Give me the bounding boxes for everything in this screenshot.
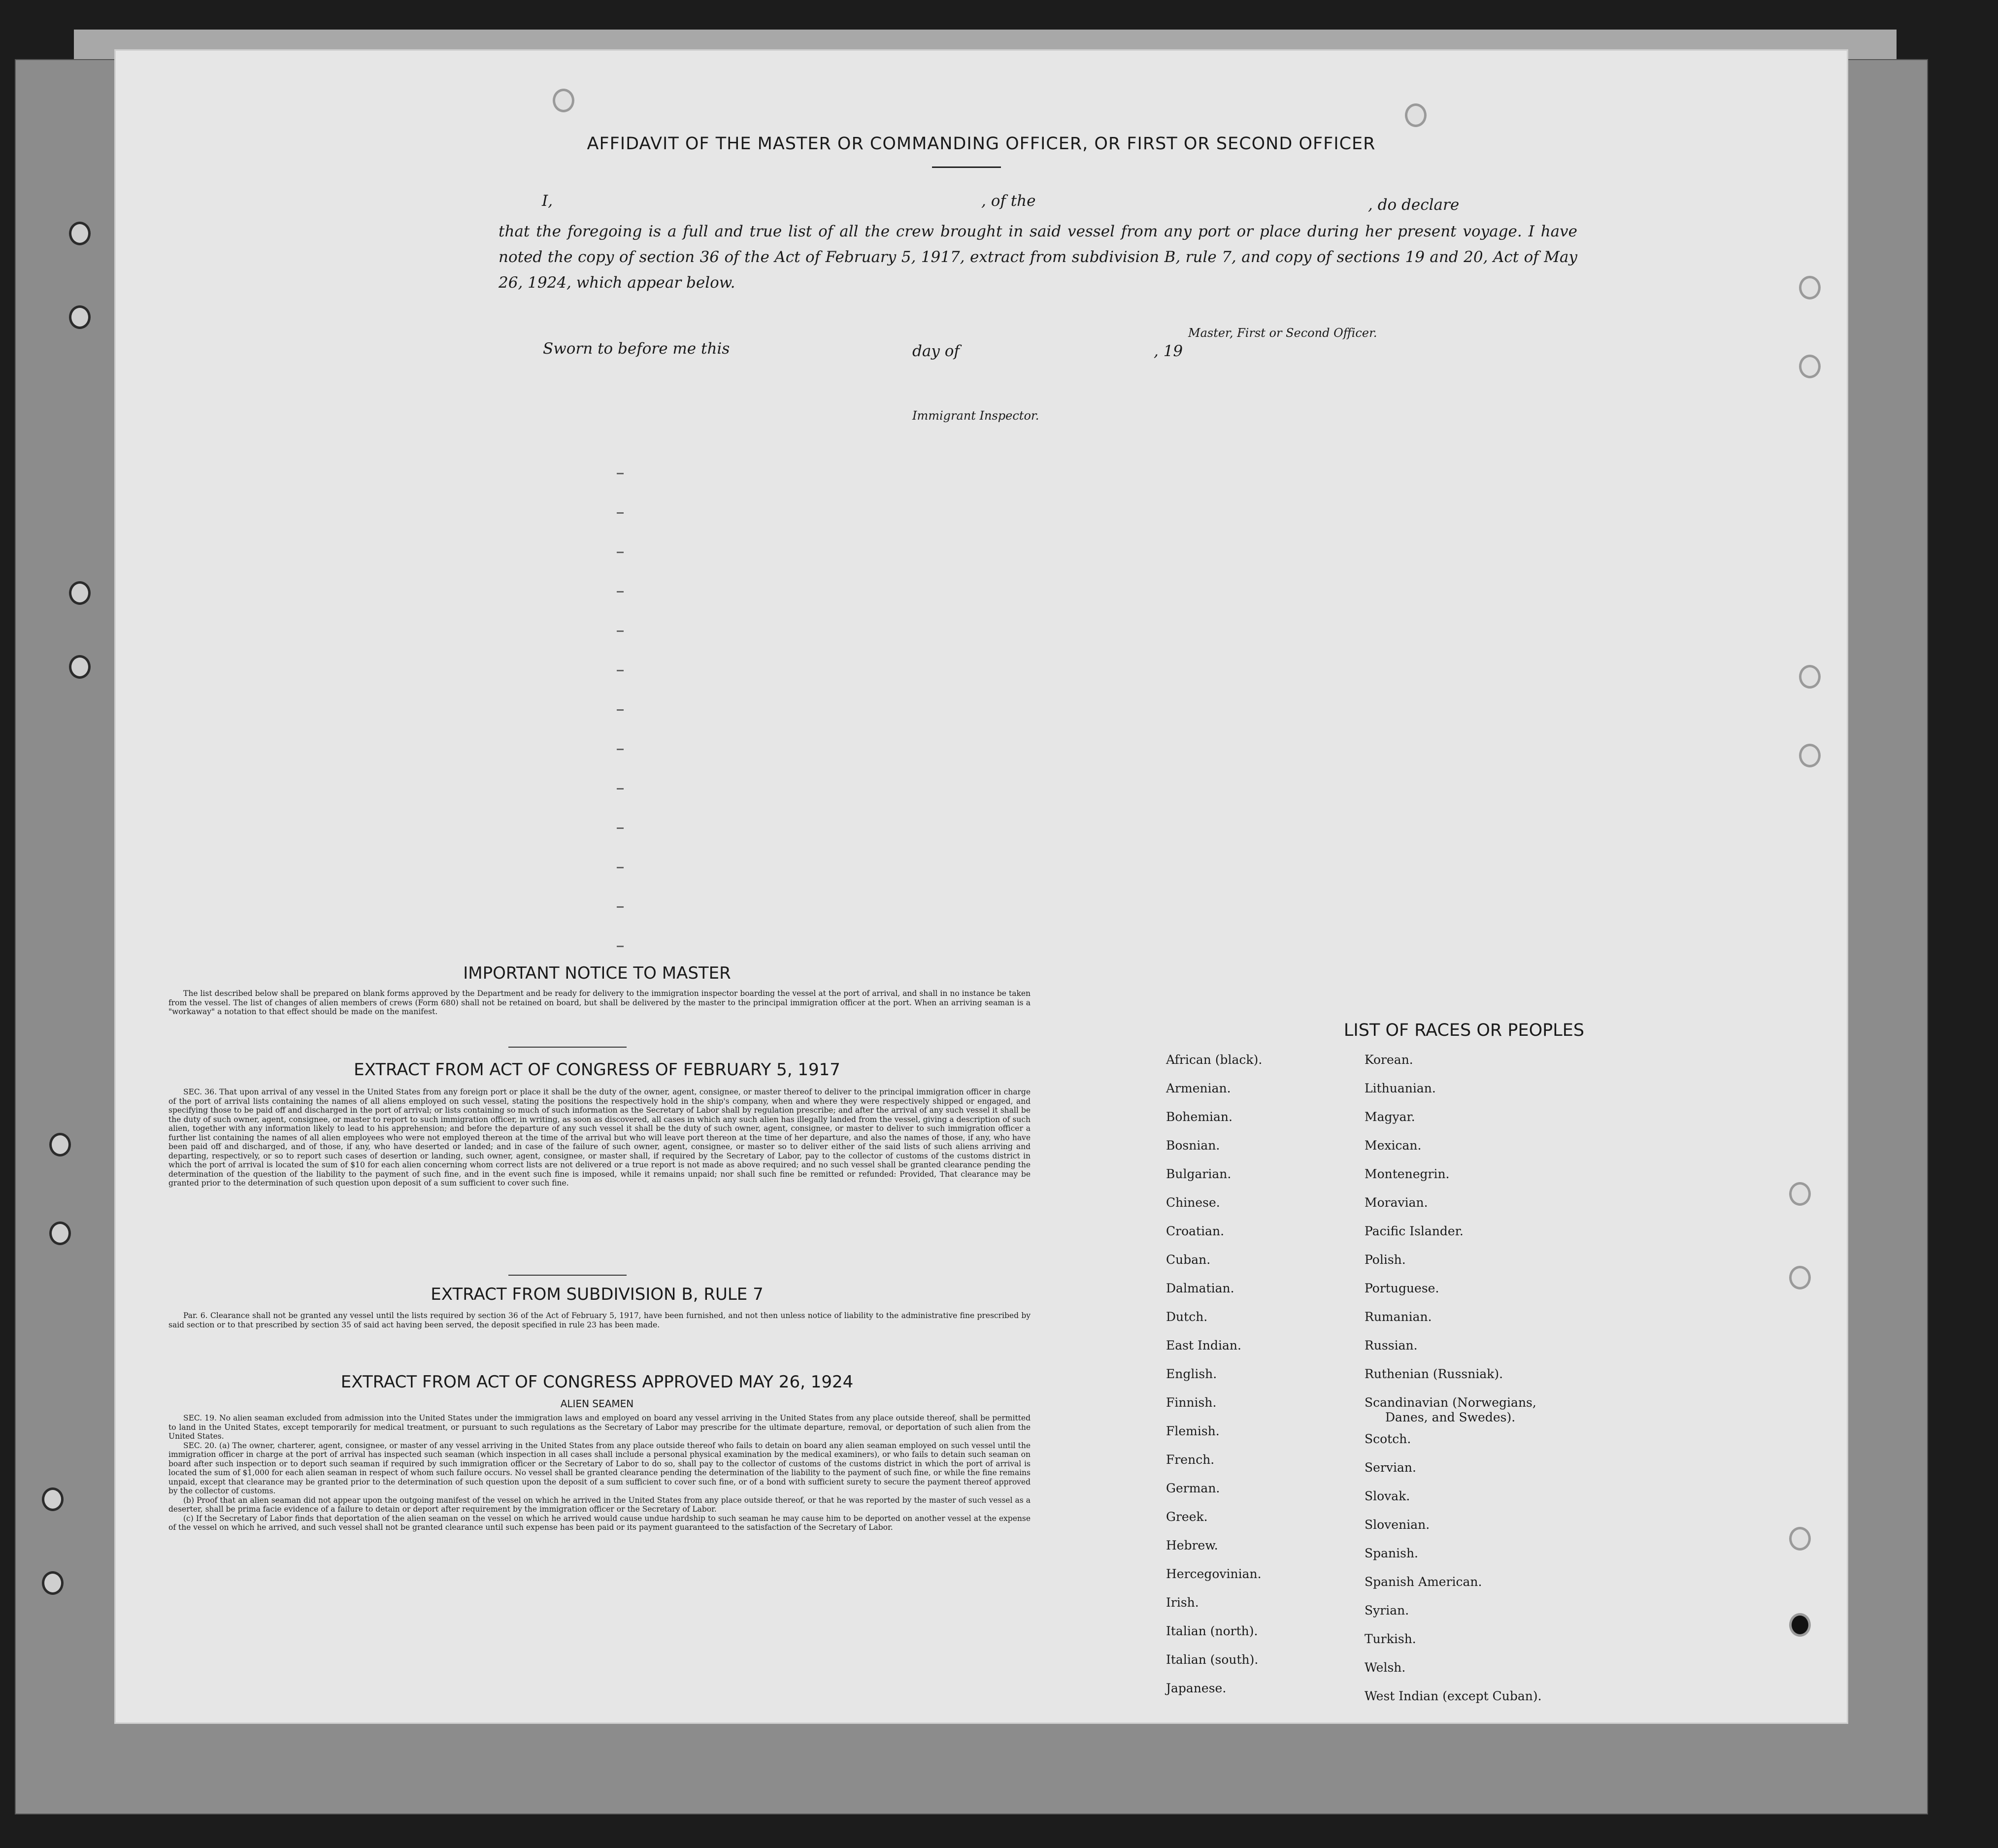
sec-20b-paragraph: (b) Proof that an alien seaman did not appear upon the outgoing manifest of the vessel on which he arrived in the United States from any place outside thereof, or that he was reported by the master of such vessel as a deserter, shall be prima facie evidence of a failure to detain or deport after requirement by the immigration officer or the Secretary of Labor.	[168, 1495, 1031, 1514]
punch-hole	[1799, 744, 1821, 767]
punch-hole	[1789, 1182, 1811, 1206]
divider	[508, 1047, 627, 1048]
race-left: Armenian.	[1166, 1081, 1231, 1095]
races-heading: LIST OF RACES OR PEOPLES	[1343, 1021, 1585, 1040]
notice-heading: IMPORTANT NOTICE TO MASTER	[463, 963, 731, 983]
act-1924-text	[168, 1414, 1031, 1532]
race-left: Italian (north).	[1166, 1624, 1258, 1638]
race-right: Scandinavian (Norwegians,	[1365, 1395, 1536, 1410]
punch-hole	[553, 89, 574, 112]
rule-tick	[617, 749, 624, 750]
rule-tick	[617, 670, 624, 671]
sec-20a-paragraph: SEC. 20. (a) The owner, charterer, agent, consignee, or master of any vessel arriving in the United States from any place outside thereof who fails to detain on board any alien seaman employed on such vessel until the immigration officer in charge at the port of arrival has inspected such seaman (which inspection in all cases shall include a personal physical examination by the medical examiners), or who fails to detain such seaman on board after such inspection or to deport such seaman if required by such immigration officer or the Secretary of Labor to do so, shall pay to the collector of customs of the customs district in which the port of arrival is located the sum of $1,000 for each alien seaman in respect of whom such failure occurs. No vessel shall be granted clearance pending the determination of the liability to the payment of such fine, or while the fine remains unpaid, except that clearance may be granted prior to the determination of such question upon the deposit of a sum sufficient to cover such fine, or of a bond with sufficient surety to secure the payment thereof approved by the collector of customs.	[168, 1441, 1031, 1495]
race-left: Chinese.	[1166, 1195, 1220, 1210]
race-right: Slovenian.	[1365, 1518, 1430, 1532]
race-left: English.	[1166, 1367, 1217, 1381]
race-left: Bulgarian.	[1166, 1167, 1232, 1181]
race-left: African (black).	[1166, 1053, 1263, 1067]
rule-tick	[617, 946, 624, 947]
notice-text	[168, 989, 1031, 1017]
race-right: Spanish American.	[1365, 1575, 1482, 1589]
rule-tick	[617, 867, 624, 868]
binder-hole	[69, 305, 91, 329]
race-right: Lithuanian.	[1365, 1081, 1436, 1095]
rule-7-paragraph: Par. 6. Clearance shall not be granted any vessel until the lists required by section 36 of the Act of February 5, 1917, have been furnished, and not then unless notice of liability to the administrative fine prescribed by said section or to that prescribed by section 35 of said act having been served, the deposit specified in rule 23 has been made.	[168, 1311, 1031, 1329]
divider	[508, 1275, 627, 1276]
sworn-label: Sworn to before me this	[543, 340, 730, 358]
binder-hole	[69, 581, 91, 605]
act-1924-heading: EXTRACT FROM ACT OF CONGRESS APPROVED MAY 26, 1924	[340, 1372, 854, 1392]
master-signature-label: Master, First or Second Officer.	[1188, 326, 1377, 340]
binder-hole	[69, 222, 91, 245]
race-right: Slovak.	[1365, 1489, 1410, 1503]
inspector-label: Immigrant Inspector.	[912, 409, 1039, 423]
race-left: Hebrew.	[1166, 1538, 1218, 1552]
race-left: Italian (south).	[1166, 1652, 1259, 1667]
race-right: Spanish.	[1365, 1546, 1419, 1560]
punch-hole	[1789, 1613, 1811, 1637]
binder-hole	[42, 1571, 64, 1595]
affidavit-do-declare: , do declare	[1368, 196, 1460, 214]
race-left: Croatian.	[1166, 1224, 1225, 1238]
race-left: Dutch.	[1166, 1310, 1208, 1324]
notice-paragraph: The list described below shall be prepared on blank forms approved by the Department and be ready for delivery to the immigration inspector boarding the vessel at the port of arrival, and shall in no instance be taken from the vessel. The list of changes of alien members of crews (Form 680) shall not be retained on board, but shall be delivered by the master to the principal immigration officer at the port. When an arriving seaman is a "workaway" a notation to that effect should be made on the manifest.	[168, 989, 1031, 1016]
race-left: Flemish.	[1166, 1424, 1220, 1438]
punch-hole	[1799, 665, 1821, 689]
race-right: Polish.	[1365, 1253, 1406, 1267]
sec-20c-paragraph: (c) If the Secretary of Labor finds that deportation of the alien seaman on the vessel on which he arrived would cause undue hardship to such seaman he may cause him to be deported on another vessel at the expense of the vessel on which he arrived, and such vessel shall not be granted clearance until such expense has been paid or its payment guaranteed to the satisfaction of the Secretary of Labor.	[168, 1514, 1031, 1532]
punch-hole	[1789, 1266, 1811, 1289]
act-1917-text	[168, 1088, 1031, 1188]
rule-7-heading: EXTRACT FROM SUBDIVISION B, RULE 7	[431, 1285, 764, 1304]
race-left: Irish.	[1166, 1595, 1199, 1610]
race-left: Dalmatian.	[1166, 1281, 1234, 1295]
race-right: Rumanian.	[1365, 1310, 1432, 1324]
race-right: Servian.	[1365, 1460, 1416, 1475]
race-right: Scotch.	[1365, 1432, 1411, 1446]
alien-seamen-subheading: ALIEN SEAMEN	[560, 1398, 634, 1410]
punch-hole	[1799, 355, 1821, 378]
rule-7-text	[168, 1311, 1031, 1329]
race-right: West Indian (except Cuban).	[1365, 1689, 1542, 1703]
race-right: Korean.	[1365, 1053, 1413, 1067]
race-left: East Indian.	[1166, 1338, 1241, 1353]
race-right: Moravian.	[1365, 1195, 1428, 1210]
affidavit-statement: that the foregoing is a full and true list of all the crew brought in said vessel from any port or place during her present voyage. I have noted the copy of section 36 of the Act of February 5, 1917, extract from subdivision B, rule 7, and copy of sections 19 and 20, Act of May 26, 1924, which appear below.	[499, 223, 1577, 292]
race-right: Montenegrin.	[1365, 1167, 1450, 1181]
sec-19-paragraph: SEC. 19. No alien seaman excluded from admission into the United States under the immigration laws and employed on board any vessel arriving in the United States from any place outside thereof, shall be permitted to land in the United States, except temporarily for medical treatment, or pursuant to such regulations as the Secretary of Labor may prescribe for the ultimate departure, removal, or deportation of such alien from the United States.	[168, 1414, 1031, 1441]
punch-hole	[1799, 276, 1821, 299]
binder-hole	[49, 1221, 71, 1245]
race-left: Bohemian.	[1166, 1110, 1232, 1124]
affidavit-of-the: , of the	[981, 192, 1036, 210]
binder-hole	[42, 1487, 64, 1511]
race-right: Mexican.	[1365, 1138, 1422, 1153]
race-right: Portuguese.	[1365, 1281, 1439, 1295]
day-of-label: day of	[912, 342, 960, 360]
rule-tick	[617, 788, 624, 790]
manifest-page	[114, 49, 1848, 1724]
punch-hole	[1789, 1527, 1811, 1551]
race-left: French.	[1166, 1452, 1215, 1467]
rule-tick	[617, 827, 624, 829]
race-right: Welsh.	[1365, 1660, 1406, 1675]
race-left: Cuban.	[1166, 1253, 1211, 1267]
rule-tick	[617, 906, 624, 908]
race-left: Greek.	[1166, 1510, 1208, 1524]
rule-tick	[617, 512, 624, 514]
rule-tick	[617, 630, 624, 632]
rule-tick	[617, 591, 624, 593]
year-label: , 19	[1154, 342, 1183, 360]
affidavit-title: AFFIDAVIT OF THE MASTER OR COMMANDING OFFICER, OR FIRST OR SECOND OFFICER	[587, 134, 1376, 154]
rule-tick	[617, 552, 624, 553]
race-right: Syrian.	[1365, 1603, 1409, 1617]
binder-hole	[69, 655, 91, 679]
rule-tick	[617, 473, 624, 474]
race-left: Hercegovinian.	[1166, 1567, 1262, 1581]
race-right: Turkish.	[1365, 1632, 1416, 1646]
sec-36-paragraph: SEC. 36. That upon arrival of any vessel in the United States from any foreign port or place it shall be the duty of the owner, agent, consignee, or master thereof to deliver to the principal immigration officer in charge of the port of arrival lists containing the names of all aliens employed on such vessel, stating the positions the respectively hold in the ship's company, when and where they were respectively shipped or engaged, and specifying those to be paid off and discharged in the port of arrival; or lists containing so much of such information as the Secretary of Labor shall by regulation prescribe; and after the arrival of any such vessel it shall be the duty of such owner, agent, consignee, or master to report to such immigration officer, in writing, as soon as discovered, all cases in which any such alien has illegally landed from the vessel, giving a description of such alien, together with any information likely to lead to his apprehension; and before the departure of any such vessel it shall be the duty of such owner, agent, consignee, or master to deliver to such immigration officer a further list containing the names of all alien employees who were not employed thereon at the time of the arrival but who will leave port thereon at the time of her departure, and also the names of those, if any, who have been paid off and discharged, and of those, if any, who have deserted or landed; and in case of the failure of such owner, agent, consignee, or master so to deliver either of the said lists of such aliens arriving and departing, respectively, or so to report such cases of desertion or landing, such owner, agent, consignee, or master shall, if required by the Secretary of Labor, pay to the collector of customs of the customs district in which the port of arrival is located the sum of $10 for each alien concerning whom correct lists are not delivered or a true report is not made as above required; and no such vessel shall be granted clearance pending the determination of the question of the liability to the payment of such fine, and in the event such fine is imposed, while it remains unpaid; nor shall such fine be remitted or refunded: Provided, That clearance may be granted prior to the determination of such question upon deposit of a sum sufficient to cover such fine.	[168, 1088, 1031, 1188]
race-left: German.	[1166, 1481, 1220, 1495]
race-left: Finnish.	[1166, 1395, 1217, 1410]
race-right: Pacific Islander.	[1365, 1224, 1464, 1238]
race-right: Magyar.	[1365, 1110, 1415, 1124]
race-left: Bosnian.	[1166, 1138, 1220, 1153]
race-right: Russian.	[1365, 1338, 1418, 1353]
title-rule	[932, 166, 1001, 168]
race-right: Ruthenian (Russniak).	[1365, 1367, 1503, 1381]
rule-tick	[617, 709, 624, 711]
affidavit-i: I,	[542, 192, 553, 210]
binder-hole	[49, 1133, 71, 1156]
act-1917-heading: EXTRACT FROM ACT OF CONGRESS OF FEBRUARY 5, 1917	[354, 1060, 840, 1080]
punch-hole	[1405, 103, 1427, 127]
race-left: Japanese.	[1166, 1681, 1227, 1695]
race-right: Danes, and Swedes).	[1385, 1410, 1516, 1424]
